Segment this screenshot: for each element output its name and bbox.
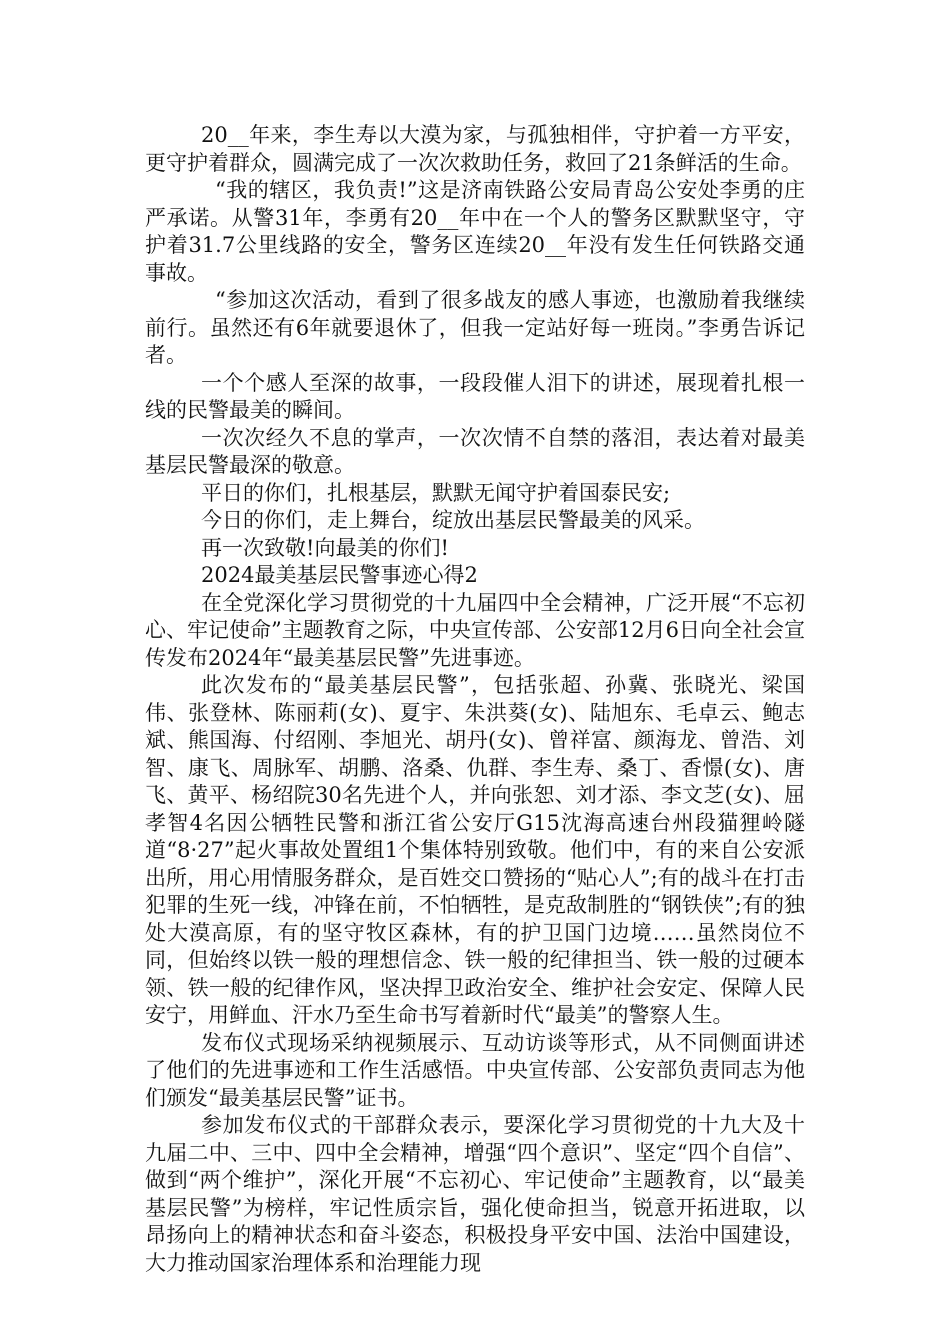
paragraph-li-yong-quote: “参加这次活动，看到了很多战友的感人事迹，也激励着我继续前行。虽然还有6年就要退休了，但我一定站好每一班岗。”李勇告诉记者。: [145, 288, 805, 367]
paragraph-release-intro: 在全党深化学习贯彻党的十九届四中全会精神，广泛开展“不忘初心、牢记使命”主题教育之际，中央宣传部、公安部12月6日向全社会宣传发布2024年“最美基层民警”先进事迹。: [145, 590, 805, 670]
paragraph-touching-stories: 一个个感人至深的故事，一段段催人泪下的讲述，展现着扎根一线的民警最美的瞬间。: [145, 370, 805, 422]
paragraph-honorees: 此次发布的“最美基层民警”，包括张超、孙冀、张晓光、梁国伟、张登林、陈丽莉(女)、夏宇、朱洪葵(女)、陆旭东、毛卓云、鲍志斌、熊国海、付绍刚、李旭光、胡丹(女)、曾祥富、颜海龙、曾浩、刘智、康飞、周脉军、胡鹏、洛桑、仇群、李生寿、桑丁、香憬(女)、唐飞、黄平、杨绍院30名先进个人，并向张恕、刘才添、李文芝(女)、屈孝智4名因公牺牲民警和浙江省公安厅G15沈海高速台州段猫狸岭隧道“8·27”起火事故处置组1个集体特别致敬。他们中，有的来自公安派出所，用心用情服务群众，是百姓交口赞扬的“贴心人”;有的战斗在打击犯罪的生死一线，冲锋在前，不怕牺牲，是克敌制胜的“钢铁侠”;有的独处大漠高原，有的坚守牧区森林，有的护卫国门边境……虽然岗位不同，但始终以铁一般的理想信念、铁一般的纪律担当、铁一般的过硬本领、铁一般的纪律作风，坚决捍卫政治安全、维护社会安定、保障人民安宁，用鲜血、汗水乃至生命书写着新时代“最美”的警察人生。: [145, 673, 805, 1027]
paragraph-li-yong-promise: “我的辖区，我负责!”这是济南铁路公安局青岛公安处李勇的庄严承诺。从警31年，李勇有20__年中在一个人的警务区默默坚守，守护着31.7公里线路的安全，警务区连续20__年没有发生任何铁路交通事故。: [145, 178, 805, 285]
paragraph-participants: 参加发布仪式的干部群众表示，要深化学习贯彻党的十九大及十九届二中、三中、四中全会精神，增强“四个意识”、坚定“四个自信”、做到“两个维护”，深化开展“不忘初心、牢记使命”主题教育，以“最美基层民警”为榜样，牢记性质宗旨，强化使命担当，锐意开拓进取，以昂扬向上的精神状态和奋斗姿态，积极投身平安中国、法治中国建设，大力推动国家治理体系和治理能力现: [145, 1113, 805, 1275]
paragraph-li-shengshou: 20__年来，李生寿以大漠为家，与孤独相伴，守护着一方平安，更守护着群众，圆满完成了一次次救助任务，救回了21条鲜活的生命。: [145, 123, 805, 175]
document-page: [145, 122, 805, 1277]
paragraph-everyday: 平日的你们，扎根基层，默默无闻守护着国泰民安;: [201, 480, 671, 505]
paragraph-ceremony: 发布仪式现场采纳视频展示、互动访谈等形式，从不同侧面讲述了他们的先进事迹和工作生活感悟。中央宣传部、公安部负责同志为他们颁发“最美基层民警”证书。: [145, 1030, 805, 1110]
paragraph-today: 今日的你们，走上舞台，绽放出基层民警最美的风采。: [201, 508, 705, 532]
paragraph-applause: 一次次经久不息的掌声，一次次情不自禁的落泪，表达着对最美基层民警最深的敬意。: [145, 425, 805, 477]
section-heading: 2024最美基层民警事迹心得2: [201, 563, 478, 587]
paragraph-salute: 再一次致敬!向最美的你们!: [201, 535, 449, 560]
